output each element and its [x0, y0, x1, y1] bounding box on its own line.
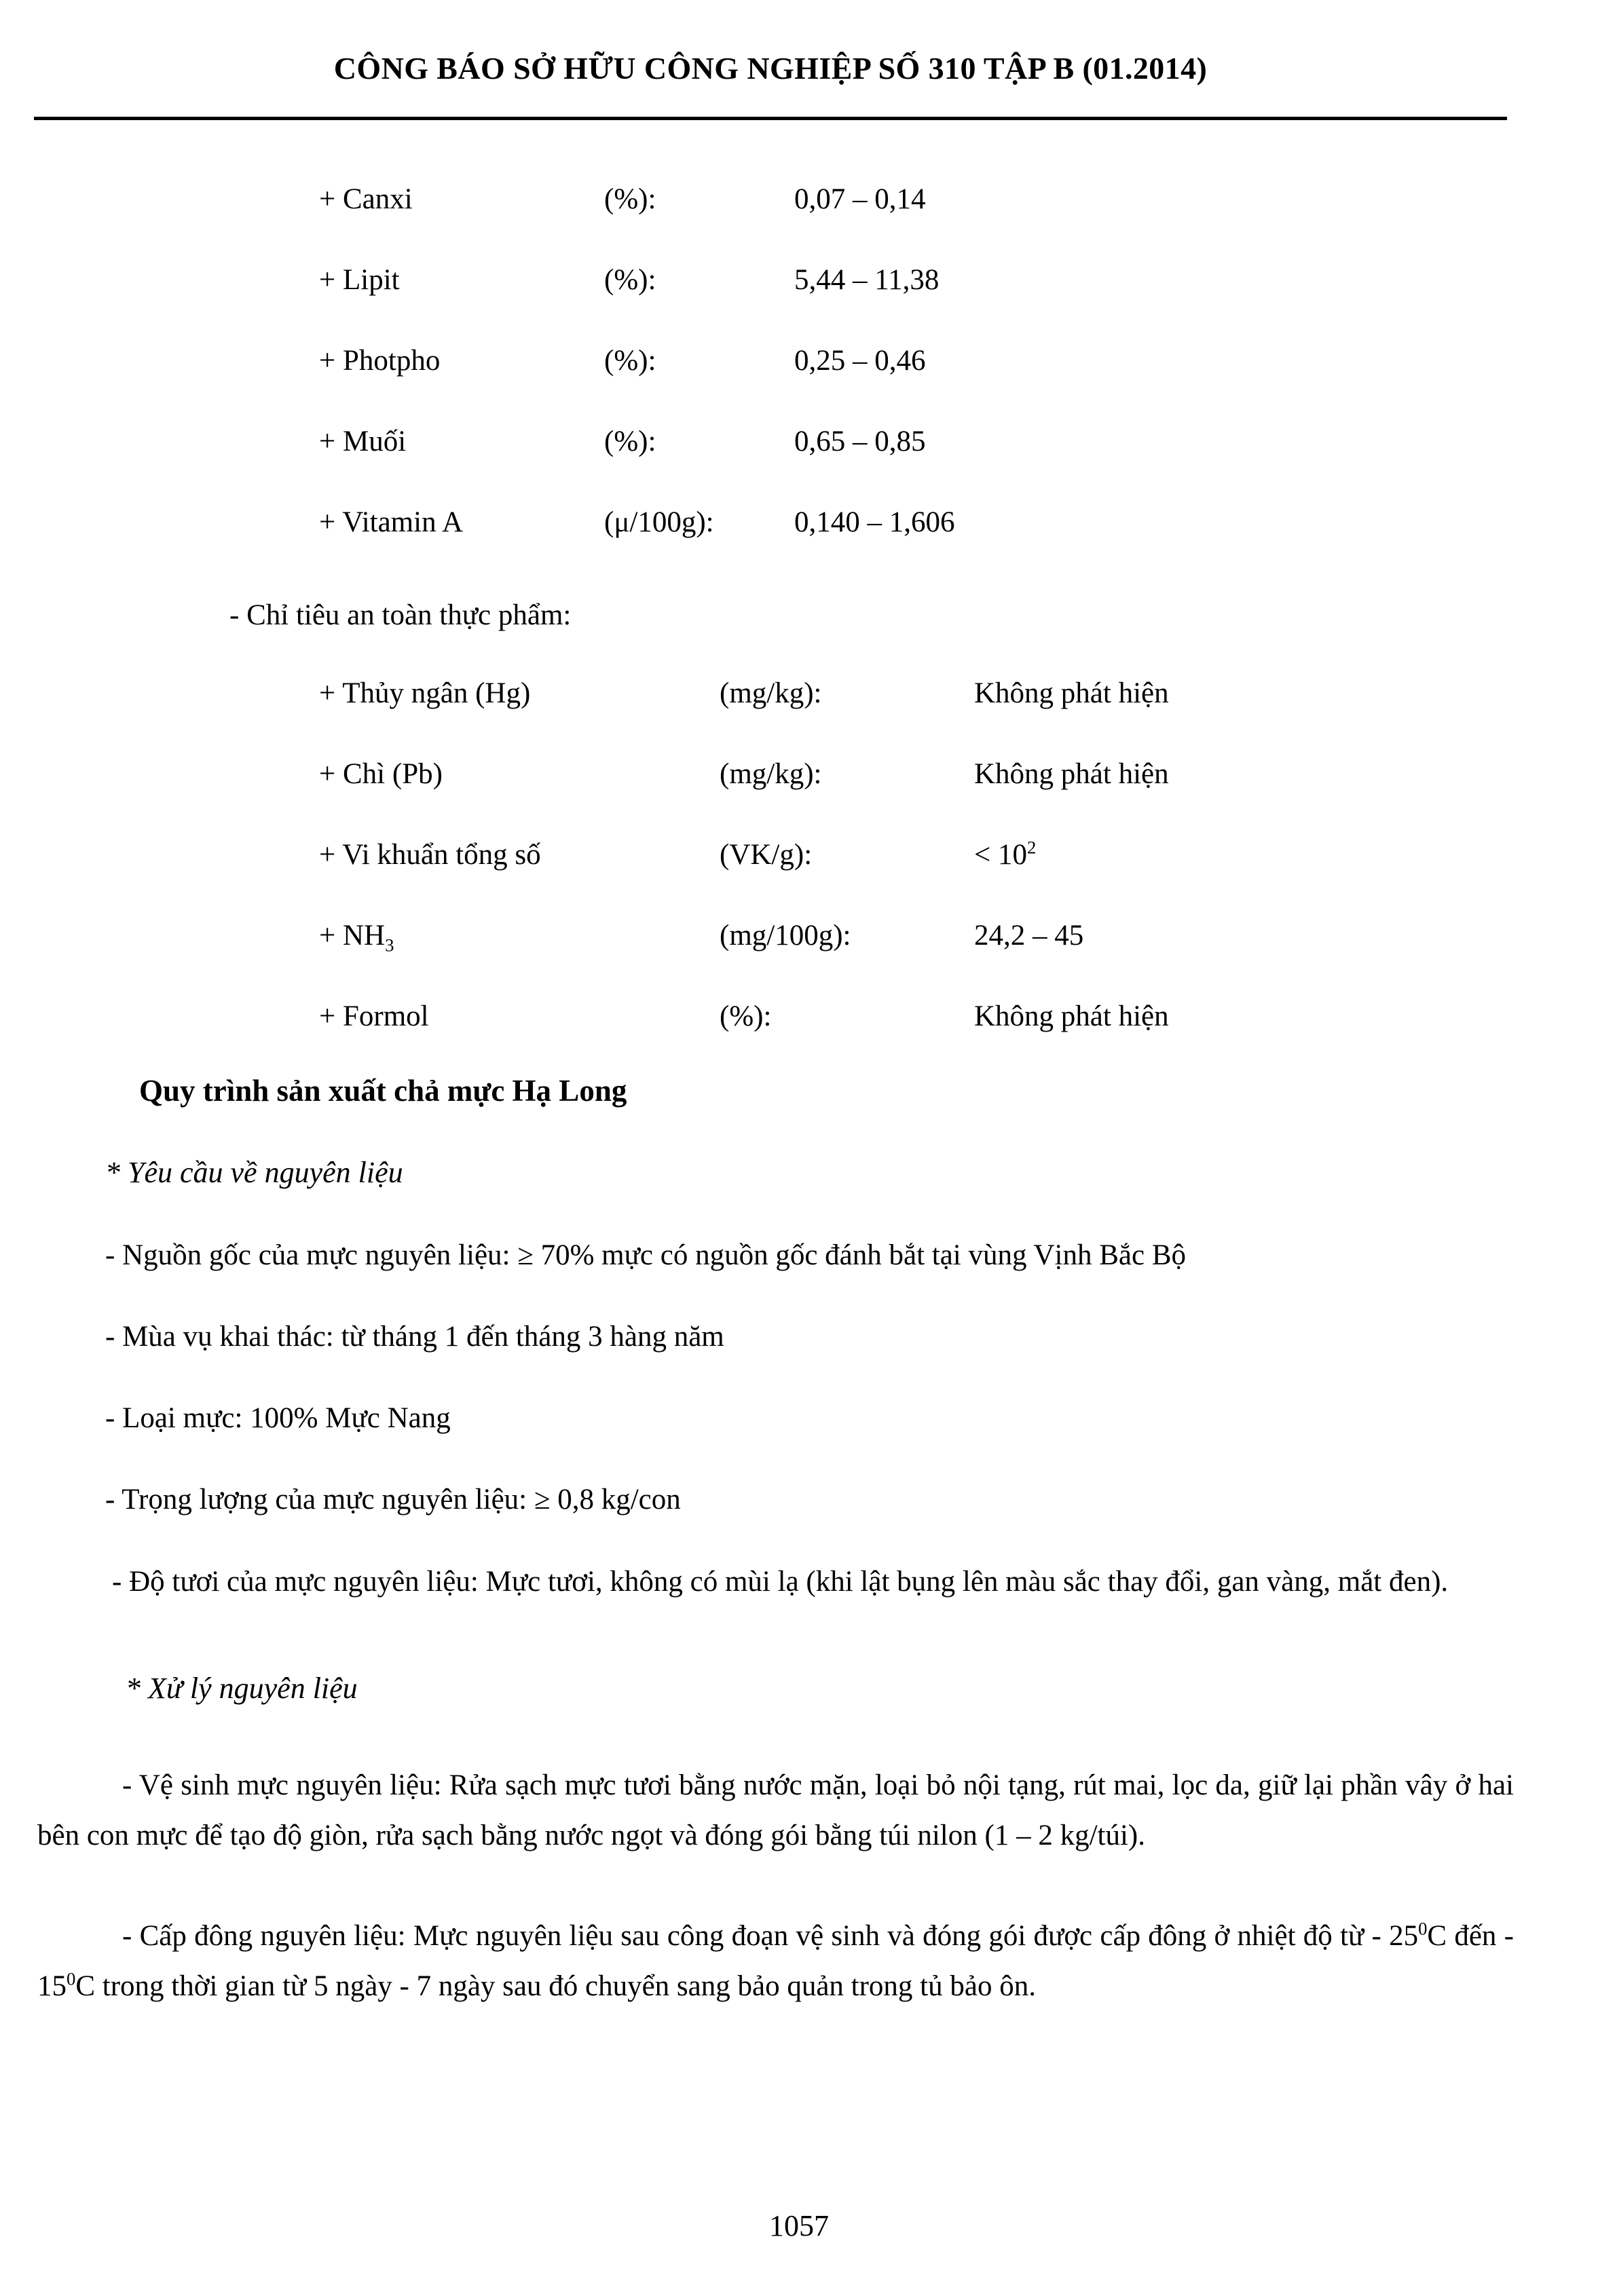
spec-label: + Chì (Pb)	[319, 758, 443, 790]
spec-label: + Thủy ngân (Hg)	[319, 677, 531, 709]
spec-unit: (VK/g):	[720, 839, 813, 871]
spec-label-text: + NH	[319, 920, 386, 952]
spec-value: 0,140 – 1,606	[794, 506, 955, 538]
freezing-text-2: C đến - 15	[37, 1920, 1515, 2002]
spec-label: + Vi khuẩn tổng số	[319, 839, 541, 871]
freezing-text-1: - Cấp đông nguyên liệu: Mực nguyên liệu sau công đoạn vệ sinh và đóng gói được cấp đông ở nhiệt độ từ - 25	[122, 1920, 1419, 1952]
material-item: - Trọng lượng của mực nguyên liệu: ≥ 0,8 kg/con	[105, 1484, 681, 1516]
spec-value: 0,07 – 0,14	[794, 183, 926, 215]
running-head: CÔNG BÁO SỞ HỮU CÔNG NGHIỆP SỐ 310 TẬP B (01.2014)	[333, 51, 1208, 86]
spec-value-superscript: 2	[1027, 837, 1037, 858]
spec-value: Không phát hiện	[974, 758, 1169, 790]
spec-unit: (%):	[604, 183, 656, 215]
freezing-text-3: C trong thời gian từ 5 ngày - 7 ngày sau đó chuyển sang bảo quản trong tủ bảo ôn.	[75, 1970, 1036, 2002]
spec-value: Không phát hiện	[974, 677, 1169, 709]
spec-label: + Canxi	[319, 183, 413, 215]
material-item: - Loại mực: 100% Mực Nang	[105, 1402, 451, 1434]
spec-value: 0,25 – 0,46	[794, 345, 926, 377]
spec-unit: (mg/100g):	[720, 920, 851, 952]
spec-label: + Formol	[319, 1000, 429, 1032]
spec-unit: (mg/kg):	[720, 758, 822, 790]
material-item: - Mùa vụ khai thác: từ tháng 1 đến tháng 3 hàng năm	[105, 1321, 724, 1353]
freezing-paragraph	[37, 1911, 1514, 2012]
spec-unit: (%):	[720, 1000, 772, 1032]
material-item: - Nguồn gốc của mực nguyên liệu: ≥ 70% mực có nguồn gốc đánh bắt tại vùng Vịnh Bắc Bộ	[105, 1239, 1187, 1271]
spec-unit: (%):	[604, 426, 656, 457]
spec-label: + Vitamin A	[319, 506, 463, 538]
spec-unit: (μ/100g):	[604, 506, 714, 538]
spec-value	[974, 837, 1037, 871]
degree-superscript: 0	[1418, 1918, 1428, 1939]
spec-value-text: < 10	[974, 839, 1028, 871]
spec-value: Không phát hiện	[974, 1000, 1169, 1032]
spec-unit: (%):	[604, 345, 656, 377]
cleaning-paragraph: - Vệ sinh mực nguyên liệu: Rửa sạch mực tươi bằng nước mặn, loại bỏ nội tạng, rút mai, lọc da, giữ lại phần vây ở hai bên con mực để tạo độ giòn, rửa sạch bằng nước ngọt và đóng gói bằng túi nilon (1 – 2 kg/túi).	[37, 1769, 1514, 1851]
spec-label: + Lipit	[319, 264, 400, 296]
spec-unit: (%):	[604, 264, 656, 296]
degree-superscript: 0	[67, 1968, 76, 1989]
header-rule	[34, 117, 1507, 120]
page-number: 1057	[769, 2209, 829, 2242]
spec-value: 5,44 – 11,38	[794, 264, 940, 296]
freshness-paragraph: - Độ tươi của mực nguyên liệu: Mực tươi, không có mùi lạ (khi lật bụng lên màu sắc thay đổi, gan vàng, mắt đen).	[112, 1566, 1449, 1598]
materials-subheading: * Yêu cầu về nguyên liệu	[105, 1156, 403, 1189]
spec-label: + Muối	[319, 426, 407, 457]
spec-unit: (mg/kg):	[720, 677, 822, 709]
spec-value: 0,65 – 0,85	[794, 426, 926, 457]
spec-label	[319, 920, 394, 956]
spec-value: 24,2 – 45	[974, 920, 1084, 952]
spec-label: + Photpho	[319, 345, 441, 377]
process-title: Quy trình sản xuất chả mực Hạ Long	[139, 1074, 627, 1108]
spec-label-subscript: 3	[385, 935, 394, 956]
processing-subheading: * Xử lý nguyên liệu	[126, 1672, 358, 1705]
safety-section-label: - Chỉ tiêu an toàn thực phẩm:	[229, 599, 572, 631]
